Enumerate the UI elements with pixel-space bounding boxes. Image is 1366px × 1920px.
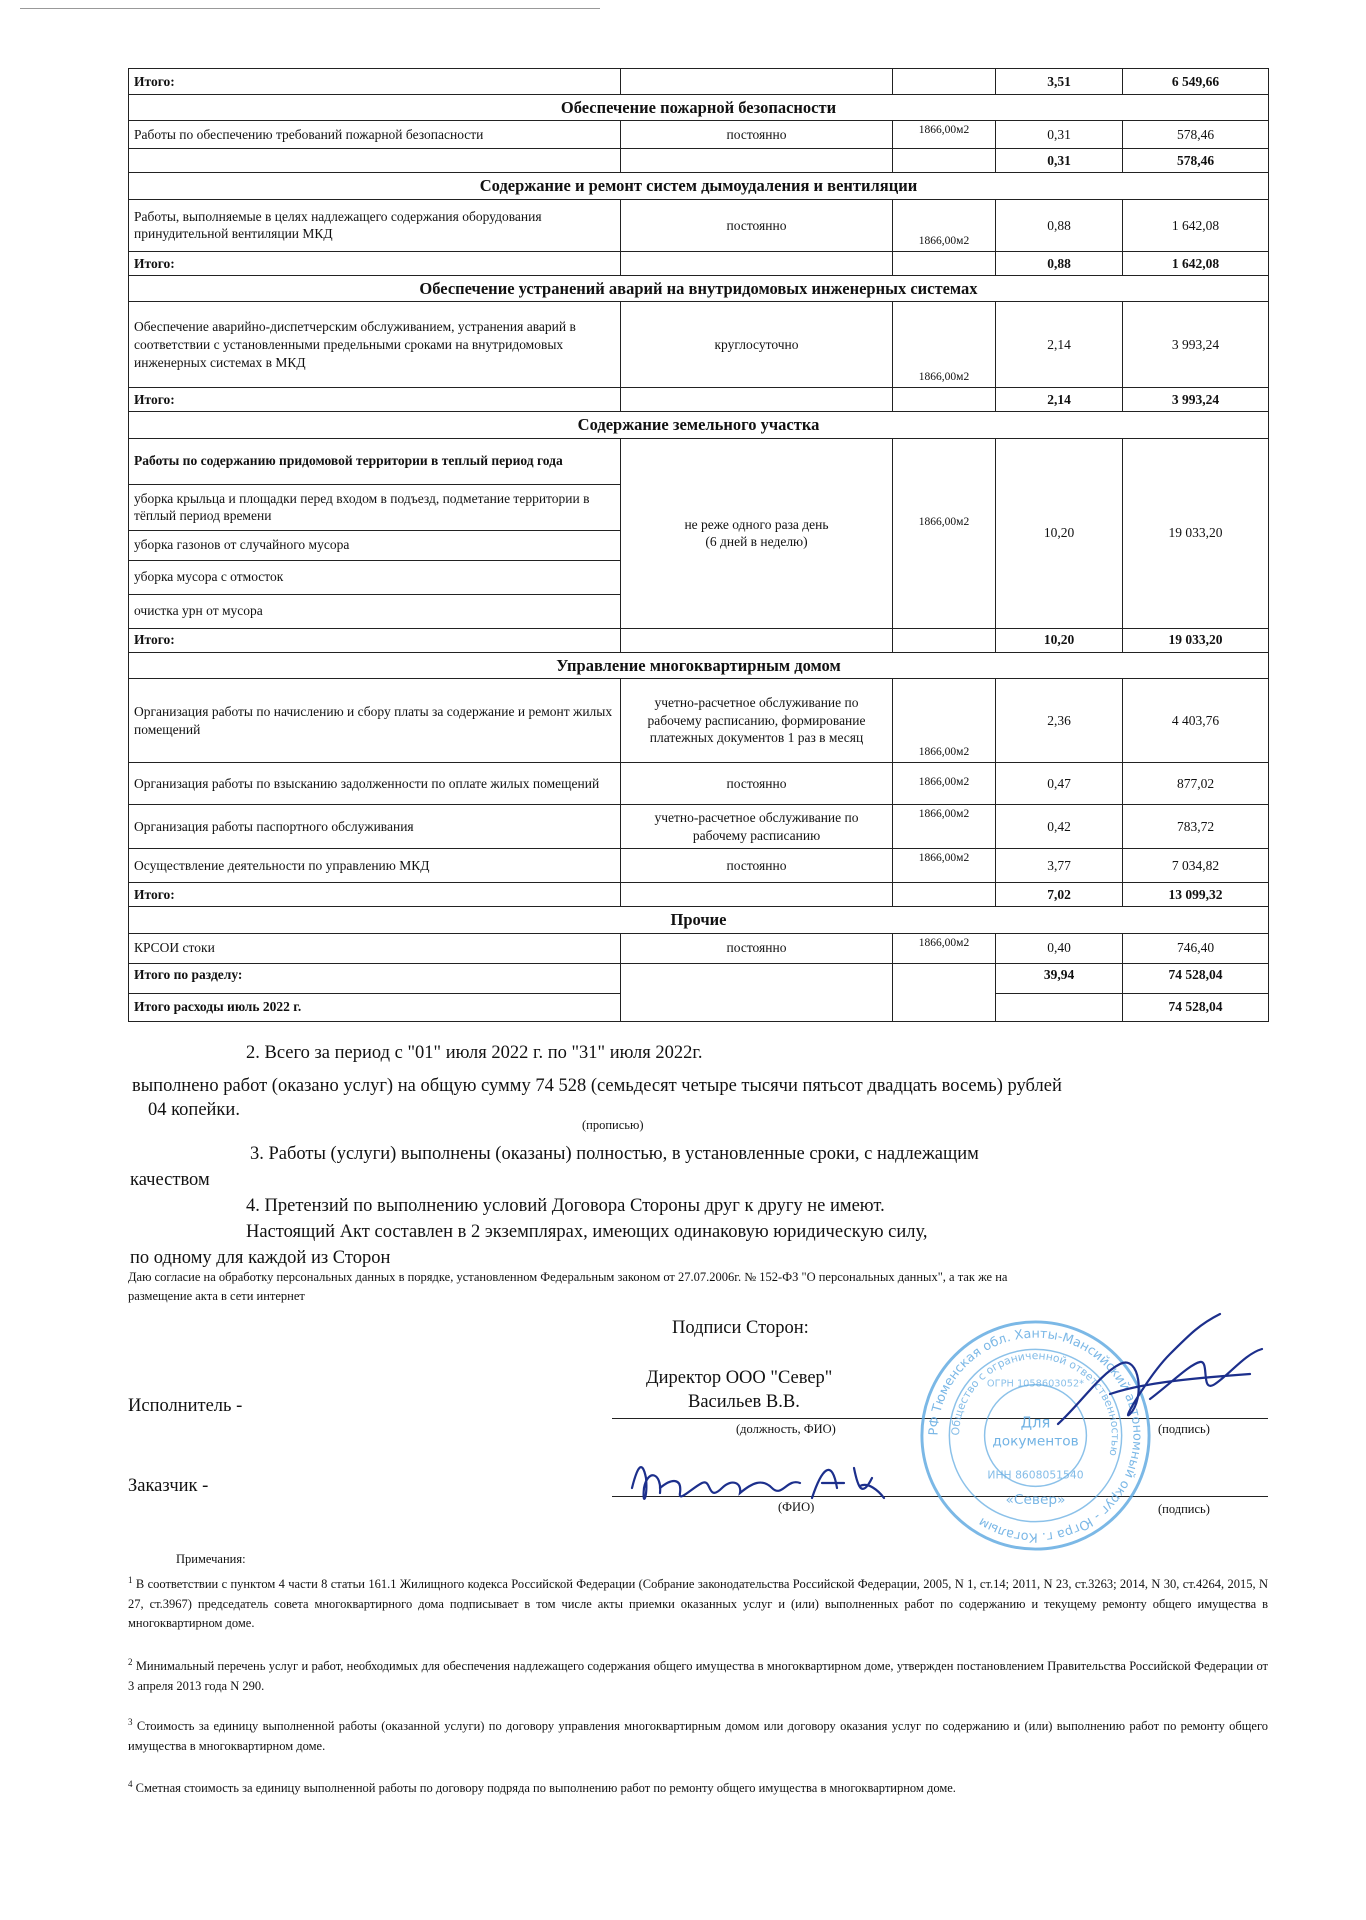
list-item	[129, 438, 1269, 484]
total-rate: 10,20	[996, 628, 1123, 652]
consent-line2: размещение акта в сети интернет	[128, 1289, 305, 1303]
management-total-row	[129, 883, 1269, 907]
section-emergency	[129, 275, 1269, 301]
executor-label: Исполнитель -	[128, 1396, 243, 1416]
work-name: Обеспечение аварийно-диспетчерским обслуживанием, устранения аварий в соответствии с установленными предельными сроками на внутридомовых инженерных системах в МКД	[129, 302, 621, 388]
stamp-name: «Север»	[1005, 1492, 1066, 1509]
total-sum: 74 528,04	[1123, 993, 1269, 1021]
note-number: 4	[128, 1779, 133, 1789]
total-label: Итого:	[129, 883, 621, 907]
note-number: 1	[128, 1575, 133, 1585]
total-label: Итого расходы июль 2022 г.	[129, 993, 621, 1021]
work-name: Организация работы паспортного обслуживания	[129, 805, 621, 849]
executor-caption: (должность, ФИО)	[736, 1422, 836, 1436]
work-area: 1866,00м2	[893, 199, 996, 251]
stamp-inn: ИНН 8608051540	[987, 1468, 1084, 1482]
work-period: учетно-расчетное обслуживание по рабочему расписанию, формирование платежных документов 1 раз в месяц	[621, 679, 893, 763]
total-sum: 1 642,08	[1123, 251, 1269, 275]
land-item: очистка урн от мусора	[129, 594, 621, 628]
stamp-ring-text: РФ Тюменская обл. Ханты-Мансийский автономный округ - Югра г. Когалым	[925, 1325, 1146, 1546]
work-area: 1866,00м2	[893, 933, 996, 963]
note-text: Стоимость за единицу выполненной работы (оказанной услуги) по договору управления многоквартирным домом или договору оказания услуг по содержанию и (или) выполнению работ по ремонту общего имущества в многоквартирном доме.	[128, 1719, 1269, 1753]
table-row	[129, 849, 1269, 883]
work-sum: 877,02	[1123, 763, 1269, 805]
section-management	[129, 652, 1269, 678]
total-sum: 578,46	[1123, 149, 1269, 173]
total-sum: 74 528,04	[1123, 963, 1269, 993]
section-total-row	[129, 963, 1269, 993]
total-rate: 2,14	[996, 388, 1123, 412]
land-rate: 10,20	[996, 438, 1123, 628]
table-row	[129, 679, 1269, 763]
table-row	[129, 763, 1269, 805]
work-area: 1866,00м2	[893, 805, 996, 849]
table-row	[129, 933, 1269, 963]
work-period: постоянно	[621, 199, 893, 251]
signatures-heading: Подписи Сторон:	[672, 1318, 809, 1338]
total-sum: 6 549,66	[1123, 69, 1269, 95]
work-area: 1866,00м2	[893, 302, 996, 388]
work-rate: 0,31	[996, 121, 1123, 149]
section-title: Обеспечение устранений аварий на внутридомовых инженерных системах	[129, 275, 1269, 301]
total-sum: 19 033,20	[1123, 628, 1269, 652]
table-row	[129, 199, 1269, 251]
work-rate: 2,14	[996, 302, 1123, 388]
customer-caption: (ФИО)	[778, 1500, 815, 1514]
work-name: Организация работы по начислению и сбору платы за содержание и ремонт жилых помещений	[129, 679, 621, 763]
work-name: Работы по обеспечению требований пожарной безопасности	[129, 121, 621, 149]
work-name: Организация работы по взысканию задолженности по оплате жилых помещений	[129, 763, 621, 805]
stamp-center-line2: документов	[992, 1433, 1079, 1450]
note-1	[128, 1574, 1268, 1633]
paragraph-3-line2: качеством	[130, 1170, 210, 1190]
total-label: Итого:	[129, 69, 621, 95]
total-rate: 39,94	[996, 963, 1123, 993]
note-3	[128, 1716, 1268, 1756]
total-rate: 0,31	[996, 149, 1123, 173]
work-rate: 3,77	[996, 849, 1123, 883]
section-land	[129, 412, 1269, 438]
total-label: Итого:	[129, 251, 621, 275]
stamp-inner-ring-text: Общество с ограниченной ответственностью	[949, 1349, 1122, 1458]
table-row	[129, 805, 1269, 849]
executor-position: Директор ООО "Север"	[646, 1368, 833, 1388]
land-item: уборка мусора с отмосток	[129, 560, 621, 594]
total-label: Итого по разделу:	[129, 963, 621, 993]
land-sum: 19 033,20	[1123, 438, 1269, 628]
work-name: Осуществление деятельности по управлению МКД	[129, 849, 621, 883]
note-2	[128, 1656, 1268, 1696]
customer-label: Заказчик -	[128, 1476, 209, 1496]
note-number: 3	[128, 1717, 133, 1727]
work-area: 1866,00м2	[893, 763, 996, 805]
work-sum: 4 403,76	[1123, 679, 1269, 763]
customer-sign-caption: (подпись)	[1158, 1502, 1210, 1516]
work-sum: 1 642,08	[1123, 199, 1269, 251]
total-label: Итого:	[129, 388, 621, 412]
work-area: 1866,00м2	[893, 121, 996, 149]
propisyu-caption: (прописью)	[582, 1118, 644, 1132]
work-rate: 0,42	[996, 805, 1123, 849]
customer-signature-icon	[622, 1448, 892, 1518]
section-fire	[129, 95, 1269, 121]
notes-heading: Примечания:	[176, 1552, 246, 1566]
land-period	[621, 438, 893, 628]
work-period: постоянно	[621, 121, 893, 149]
work-sum: 746,40	[1123, 933, 1269, 963]
stamp-center-line1: Для	[1020, 1414, 1051, 1432]
consent-line1: Даю согласие на обработку персональных данных в порядке, установленном Федеральным законом от 27.07.2006г. № 152-ФЗ "О персональных данных", а так же на	[128, 1270, 1008, 1284]
vent-total-row	[129, 251, 1269, 275]
stamp-ogrn: ОГРН 1058603052*	[986, 1378, 1085, 1390]
total-sum: 13 099,32	[1123, 883, 1269, 907]
paragraph-5-line1: Настоящий Акт составлен в 2 экземплярах, имеющих одинаковую юридическую силу,	[246, 1222, 928, 1242]
note-4	[128, 1778, 1268, 1799]
land-item: уборка крыльца и площадки перед входом в подъезд, подметание территории в тёплый период времени	[129, 484, 621, 530]
total-rate: 3,51	[996, 69, 1123, 95]
work-period: постоянно	[621, 849, 893, 883]
scan-edge-line	[20, 8, 600, 9]
work-rate: 0,40	[996, 933, 1123, 963]
table-row	[129, 302, 1269, 388]
work-area: 1866,00м2	[893, 849, 996, 883]
work-area: 1866,00м2	[893, 679, 996, 763]
note-text: В соответствии с пунктом 4 части 8 статьи 161.1 Жилищного кодекса Российской Федерации (Собрание законодательства Российской Федерации, 2005, N 1, ст.14; 2011, N 23, ст.3263; 2014, N 30, ст.4264, 2015, N 27, ст.3967) председатель совета многоквартирного дома подписывает в том числе акты приемки оказанных услуг и (или) выполненных работ по содержанию и текущему ремонту общего имущества в многоквартирном доме.	[128, 1577, 1268, 1630]
section-title: Содержание и ремонт систем дымоудаления и вентиляции	[129, 173, 1269, 199]
work-rate: 0,88	[996, 199, 1123, 251]
work-period: круглосуточно	[621, 302, 893, 388]
executor-name: Васильев В.В.	[688, 1392, 800, 1412]
note-text: Сметная стоимость за единицу выполненной работы по договору подряда по выполнению работ по ремонту общего имущества в многоквартирном доме.	[135, 1781, 956, 1796]
land-total-row	[129, 628, 1269, 652]
work-sum: 578,46	[1123, 121, 1269, 149]
work-rate: 0,47	[996, 763, 1123, 805]
total-rate: 0,88	[996, 251, 1123, 275]
work-period: постоянно	[621, 763, 893, 805]
land-period-line1: не реже одного раза день	[684, 516, 829, 532]
work-period: учетно-расчетное обслуживание по рабочему расписанию	[621, 805, 893, 849]
emergency-total-row	[129, 388, 1269, 412]
work-sum: 7 034,82	[1123, 849, 1269, 883]
executor-signature-icon	[1050, 1304, 1270, 1454]
land-item: уборка газонов от случайного мусора	[129, 530, 621, 560]
paragraph-2-line1: 2. Всего за период с "01" июля 2022 г. по "31" июля 2022г.	[246, 1043, 703, 1063]
work-sum: 783,72	[1123, 805, 1269, 849]
section-ventilation	[129, 173, 1269, 199]
land-period-line2: (6 дней в неделю)	[705, 534, 808, 550]
top-total-row	[129, 69, 1269, 95]
section-title: Прочие	[129, 907, 1269, 933]
section-other	[129, 907, 1269, 933]
paragraph-2-line3: 04 копейки.	[148, 1100, 240, 1120]
paragraph-5-line2: по одному для каждой из Сторон	[130, 1248, 391, 1268]
paragraph-2-line2: выполнено работ (оказано услуг) на общую сумму 74 528 (семьдесят четыре тысячи пятьсот двадцать восемь) рублей	[132, 1076, 1062, 1096]
section-title: Обеспечение пожарной безопасности	[129, 95, 1269, 121]
services-table	[128, 68, 1269, 1022]
work-period: постоянно	[621, 933, 893, 963]
note-text: Минимальный перечень услуг и работ, необходимых для обеспечения надлежащего содержания общего имущества в многоквартирном доме, утвержден постановлением Правительства Российской Федерации от 3 апреля 2013 года N 290.	[128, 1659, 1269, 1693]
executor-sign-caption: (подпись)	[1158, 1422, 1210, 1436]
work-name: Работы, выполняемые в целях надлежащего содержания оборудования принудительной вентиляции МКД	[129, 199, 621, 251]
paragraph-4: 4. Претензий по выполнению условий Договора Стороны друг к другу не имеют.	[246, 1196, 885, 1216]
land-item: Работы по содержанию придомовой территории в теплый период года	[129, 438, 621, 484]
fire-total-row	[129, 149, 1269, 173]
work-rate: 2,36	[996, 679, 1123, 763]
section-title: Содержание земельного участка	[129, 412, 1269, 438]
note-number: 2	[128, 1657, 133, 1667]
work-sum: 3 993,24	[1123, 302, 1269, 388]
table-row	[129, 121, 1269, 149]
work-name: КРСОИ стоки	[129, 933, 621, 963]
total-label: Итого:	[129, 628, 621, 652]
total-rate: 7,02	[996, 883, 1123, 907]
section-title: Управление многоквартирным домом	[129, 652, 1269, 678]
total-sum: 3 993,24	[1123, 388, 1269, 412]
paragraph-3-line1: 3. Работы (услуги) выполнены (оказаны) полностью, в установленные сроки, с надлежащим	[250, 1144, 979, 1164]
land-area: 1866,00м2	[893, 438, 996, 628]
